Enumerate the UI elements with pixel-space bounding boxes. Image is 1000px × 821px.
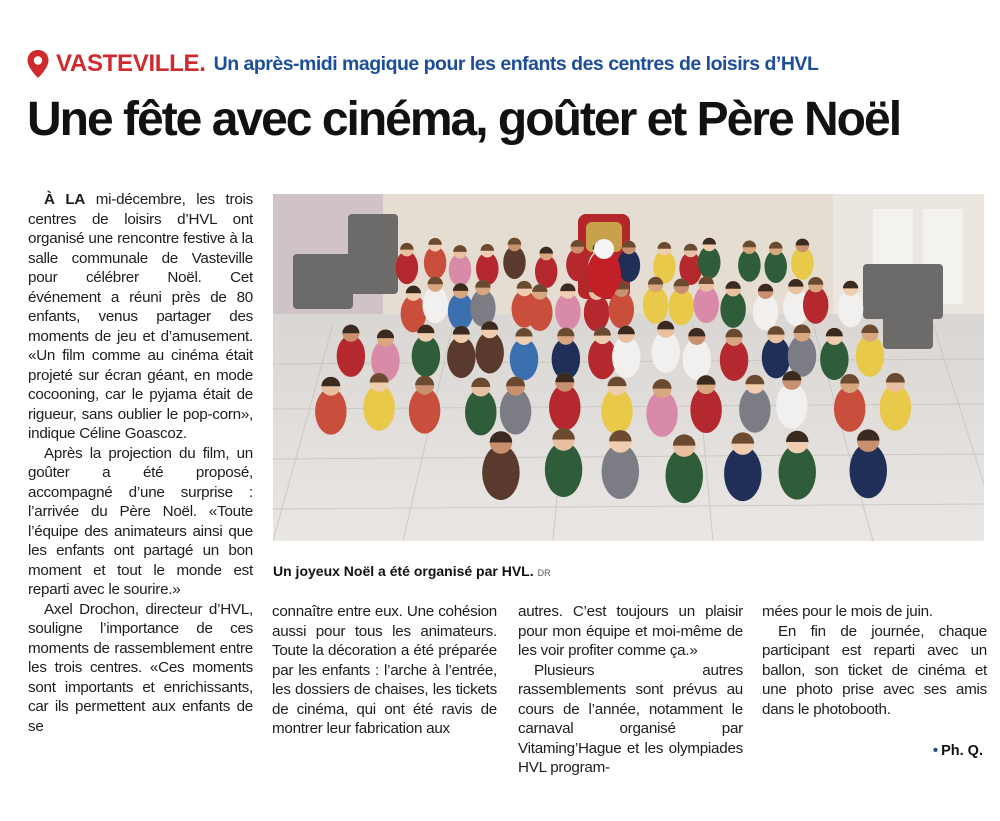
paragraph-intro: [28, 190, 253, 444]
article-column-1: [28, 190, 253, 736]
photo-credit: DR: [537, 568, 551, 578]
paragraph-director-c: autres. C’est toujours un plaisir pour mon équipe et moi-même de les voir profiter comme ça.»: [518, 603, 743, 659]
article-headline: Une fête avec cinéma, goûter et Père Noël: [27, 93, 901, 146]
santa-beard: [594, 239, 614, 259]
paragraph-events-b: mées pour le mois de juin.: [762, 603, 933, 620]
paragraph-director-b: connaître entre eux. Une cohésion aussi pour tous les animateurs. Toute la décoration a été préparée par les enfants : l’arche à l’entrée, les dossiers de chaises, les tickets de cinéma, qui ont été ravis de montrer leur fabrication aux: [272, 603, 497, 737]
article-column-4: [762, 602, 987, 719]
paragraph-goûter: Après la projection du film, un goûter a été proposé, accompagné d’une surprise : l’arrivée du Père Noël. «Toute l’équipe des animateurs ainsi que les enfants ont partagé un bon moment et tout le monde est reparti avec le sourire.»: [28, 444, 253, 598]
paragraph-closing: En fin de journée, chaque participant est reparti avec un ballon, son ticket de cinéma et une photo prise avec ses amis dans le photobooth.: [762, 622, 987, 718]
paragraph-events-a: Plusieurs autres rassemblements sont prévus au cours de l’année, notamment le carnaval organisé par Vitaming’Hague et les olympiades HVL program-: [518, 661, 743, 776]
signature-text: Ph. Q.: [941, 743, 983, 759]
lead-in: À LA: [44, 191, 86, 208]
article-column-3: [518, 602, 743, 778]
kicker-subtitle: Un après-midi magique pour les enfants des centres de loisirs d’HVL: [213, 52, 819, 75]
paragraph-director-a: Axel Drochon, directeur d’HVL, souligne l’importance de ces moments de rassemblement entre les trois centres. «Ces moments sont importants et enrichissants, car ils permettent aux enfants de se: [28, 600, 253, 735]
location-label: VASTEVILLE.: [56, 50, 206, 77]
author-signature: [933, 742, 983, 759]
signature-bullet: •: [932, 742, 939, 759]
article-kicker: [26, 46, 818, 82]
paragraph-intro-text: mi-décembre, les trois centres de loisirs d’HVL ont organisé une rencontre festive à la salle communale de Vasteville pour célébrer Noël. Cet événement a réuni près de 80 enfants, venus partager des moments de jeu et d’amusement. «Un film comme au cinéma était projeté sur écran géant, en mode cocooning, car le pyjama était de rigueur, sans oublier le pop-corn», indique Céline Goascoz.: [28, 191, 253, 442]
article-photo: [273, 194, 984, 541]
group-photo-illustration: [273, 194, 984, 541]
caption-text: Un joyeux Noël a été organisé par HVL.: [273, 563, 534, 579]
photo-caption: [273, 563, 551, 579]
article-column-2: [272, 602, 497, 739]
location-pin-icon: [26, 49, 50, 79]
